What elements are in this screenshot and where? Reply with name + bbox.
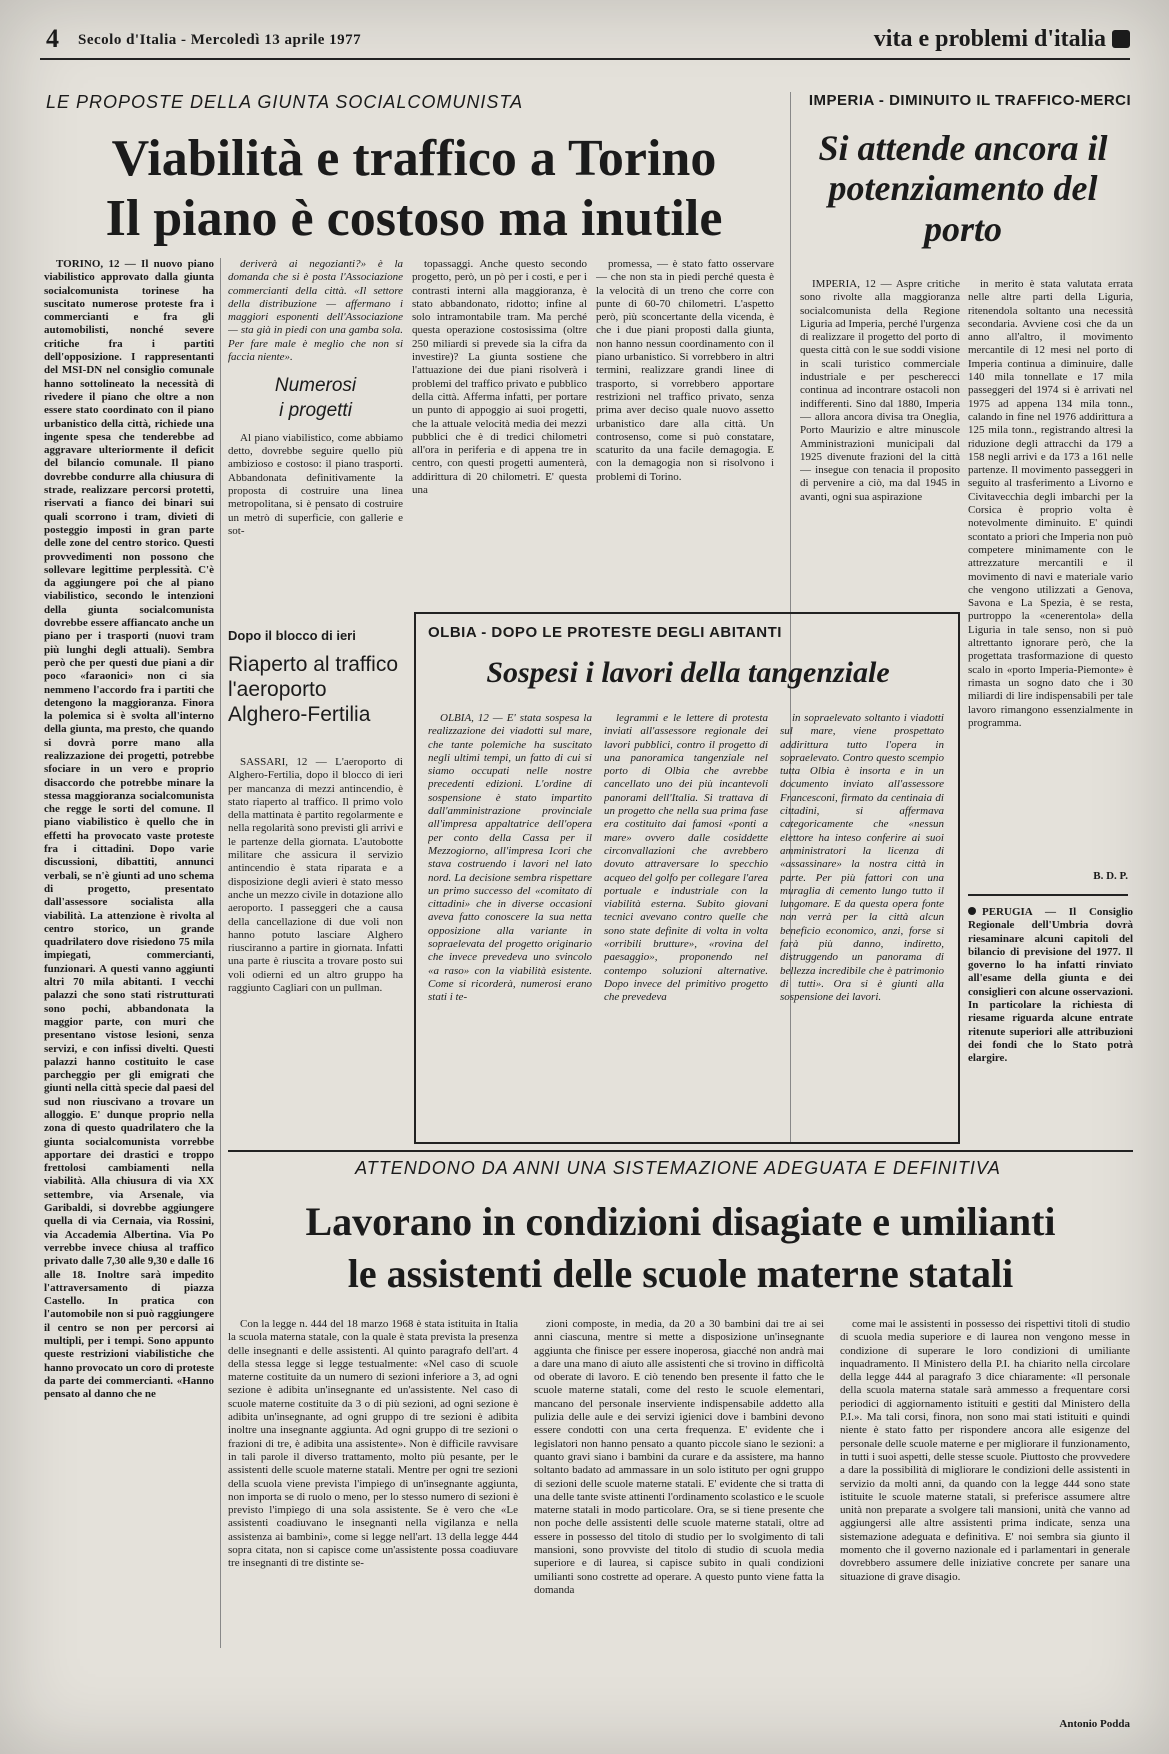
perugia-text: PERUGIA — Il Consiglio Regionale dell'Umbria dovrà riesaminare alcuni capitoli del bilancio di previsione del 1977. Il governo lo ha infatti rinviato all'esame della giunta e dei consiglieri con alcune osservazioni. In particolare la richiesta di riesame riguarda alcune entrate ritenute superiori alle attribuzioni dei fondi che lo Stato potrà elargire.	[968, 906, 1133, 1065]
alghero-headline: Riaperto al traffico l'aeroporto Alghero-Fertilia	[228, 653, 399, 727]
olbia-column-3	[780, 712, 944, 1132]
imperia-col1-text: IMPERIA, 12 — Aspre critiche sono rivolte alla maggioranza socialcomunista della Regione Liguria ad Imperia, perché l'urgenza di realizzare il progetto del porto di questa città con le sue soddi visione in scali turistico commerciale industriale e per pescherecci continua ad incontrare ostacoli non indifferenti. Sino dal 1880, Imperia — allora ancora divisa tra Oneglia, Porto Maurizio e altre minuscole Amministrazioni municipali dal 1925 divenute frazioni del la città — insegue con tenacia il proposito di pervenire a ciò, ma dal 1945 in avanti, ogni sua aspirazione	[800, 278, 960, 503]
torino-col4-text: promessa, — è stato fatto osservare — che non sta in piedi perché questa è la velocità di un treno che corre con punte di 60-70 chilometri. L'aspetto però, più sconcertante della vicenda, è che i due piani proposti dalla giunta, non hanno nessun coordinamento con il piano urbanistico. Si vorrebbero in altri termini, realizzare grandi linee di trasporto, si vorrebbero apportare restrizioni nel traffico privato, senza prima aver deciso quale nuovo assetto urbanistico dare alla città. Un controsenso, come si può constatare, scaturito da una facile demagogia. E con la demagogia non si risolvono i problemi di Torino.	[596, 258, 774, 483]
torino-kicker: LE PROPOSTE DELLA GIUNTA SOCIALCOMUNISTA	[46, 92, 524, 112]
scuole-headline-2: le assistenti delle scuole materne statali	[347, 1251, 1014, 1296]
torino-col3-text: topassaggi. Anche questo secondo progetto, però, un pò per i costi, e per i contrasti interni alla maggioranza, è stato abbandonato, ridotto; infine al solo intramontabile tram. Ma perché questa operazione costosissima (oltre 250 miliardi si prevede sia la cifra da investire)? La giunta sostiene che l'attuazione dei due piani risolverà i problemi del traffico privato e pubblico della città. Afferma infatti, per portare un punto di appoggio ai suoi progetti, che la attuale velocità media dei mezzi pubblici che è di tredici chilometri all'ora in periferia e di appena tre in centro, con questi progetti aumenterà, addirittura di 20 chilometri. E' questa una	[412, 258, 587, 497]
paper-date-line: Secolo d'Italia - Mercoledì 13 aprile 1977	[78, 32, 362, 48]
imperia-signature: B. D. P.	[1093, 870, 1128, 882]
torino-col2-text: Al piano viabilistico, come abbiamo detto, dovrebbe seguire quello più ambizioso e costoso: il piano trasporti. Abbandonata definitivamente la proposta di costruire una linea metropolitana, si è pensato di costruire un metrò di superficie, con gallerie e sot-	[228, 431, 403, 537]
torino-column-4	[596, 258, 774, 588]
torino-col2-quote: deriverà ai negozianti?» è la domanda che si è posta l'Associazione commercianti della città. «Il settore della distribuzione — affermano i maggiori esponenti dell'Associazione — sta già in piedi con una gamba sola. Per fare male è meglio che non si faccia niente».	[228, 258, 403, 364]
brief-rule	[968, 894, 1128, 896]
torino-subhead	[228, 374, 403, 423]
torino-subhead-line-1: Numerosi	[274, 375, 357, 397]
torino-column-1	[44, 258, 214, 1648]
section-divider	[228, 1150, 1133, 1152]
scuole-column-1	[228, 1318, 518, 1733]
page-number: 4	[46, 24, 59, 53]
olbia-col3-text: in sopraelevato soltanto i viadotti sul mare, viene prospettato addirittura tutto l'opera in sopraelevato. Contro questo scempio tutta Olbia è insorta e in un documento inviato all'assessore Francesconi, firmato da centinaia di cittadini, si affermava categoricamente che «nessun elettore ha inteso conferire ai suoi amministratori la licenza di «assassinare» la nostra città in parte. Per più fattori con una muraglia di cemento lungo tutto il lungomare. E da questa opera fonte non verrà per la città alcun beneficio economico, anzi, forse si farà più danno, indiretto, distruggendo un panorama di bellezza incredibile che è patrimonio di tutti». Ora si è giunti alla sospensione dei lavori.	[780, 712, 944, 1004]
scuole-headline-1: Lavorano in condizioni disagiate e umilianti	[305, 1199, 1056, 1244]
scuole-kicker: ATTENDONO DA ANNI UNA SISTEMAZIONE ADEGUATA E DEFINITIVA	[355, 1158, 1001, 1178]
olbia-column-2	[604, 712, 768, 1132]
section-logo-icon	[1112, 30, 1130, 48]
scuole-column-3	[840, 1318, 1130, 1713]
section-title: vita e problemi d'italia	[873, 26, 1106, 52]
alghero-text-body: SASSARI, 12 — L'aeroporto di Alghero-Fertilia, dopo il blocco di ieri per mancanza di mezzi antincendio, è stato riaperto al traffico. Il primo volo della mattinata è partito regolarmente e nella regolarità sono previsti gli arrivi e le partenze della giornata. L'autobotte militare che assicura il servizio antincendio è stata riparata e a disposizione degli avieri è stato messo anche un mezzo civile in dotazione allo aeroporto. I passeggeri che a causa della cancellazione di due voli non hanno potuto lasciare Alghero riusciranno a partire in giornata. Infatti una parte è riuscita a trovare posto sui voli odierni ed un altro gruppo ha raggiunto Cagliari con un pullman.	[228, 756, 403, 995]
scuole-col2-text: zioni composte, in media, da 20 a 30 bambini dai tre ai sei anni ciascuna, mentre si mette a disposizione un'insegnante aggiunta che finisce per essere inoperosa, giacché non andrà mai a dare una mano di aiuto alle assistenti che si trovino in difficoltà od oberate di lavoro. E ciò tenendo ben presente il fatto che le scuole materne statali, come del resto le scuole elementari, mancano del personale inserviente indispensabile addetto alla pulizia delle aule e dei servizi igienici dove i bambini devono essere condotti con una certa frequenza. E' evidente che i legislatori non hanno pensato a quanto piccole siano le sezioni: a quanto gravi siano i bambini da curare e da assistere, ma hanno soltanto badato ad ammassare in un solo istituto per ogni gruppo di sezioni delle scuole materne statali. E' evidente che si tratta di una delle tante sviste attinenti l'ordinamento scolastico e le scuole materne statali in modo particolare. Ora, se si tiene presente che non poche delle assistenti delle scuole materne statali, oltre ad essere in possesso del titolo di studio per lo svolgimento di tali mansioni, sono provviste del titolo di studio di scuola media superiore e di laurea, si capisce subito in quali condizioni umilianti sono costrette ad operare. A questo punto viene fatta la domanda	[534, 1318, 824, 1596]
scuole-signature: Antonio Podda	[1059, 1718, 1130, 1730]
scuole-col1-text: Con la legge n. 444 del 18 marzo 1968 è stata istituita in Italia la scuola materna statale, con la quale è stata prevista la presenza delle insegnanti e delle assistenti. Al quinto paragrafo dell'art. 4 della stessa legge si legge testualmente: «Nel caso di scuole materne costituite da un numero di sezioni inferiore a 3, ad ogni sezione è adibita un'insegnante ed un'assistente. Nel caso di scuole materne costituite da 3 o di più sezioni, ad ogni sezione è adibita un'insegnante, ad ogni gruppo di tre sezioni è adibita inoltre una insegnante aggiunta. Ad ogni gruppo di tre sezioni o frazioni di tre, è adibita una assistente». Non è difficile ravvisare in tali parole il diverso trattamento, molto più pesante, per le assistenti delle scuole materne statali. Mentre per ogni tre sezioni della scuola viene prevista l'impiego di un'insegnante aggiunta, non importa se di ruolo o meno, per lo stesso numero di sezioni è previsto l'impiego di una sola assistente. Se è vero che «Le assistenti coadiuvano le insegnanti nella vigilanza e nella assistenza ai bambini», come si legge nell'art. 13 della legge 444 sopra citata, non si capisce come un'assistente possa coadiuvare tre insegnanti di tre distinte se-	[228, 1318, 518, 1570]
scuole-col3-text: come mai le assistenti in possesso dei rispettivi titoli di studio di scuola media superiore e di laurea non vengono messe in condizione di superare le loro condizioni di umiliante inquadramento. Il Ministero della P.I. ha chiarito nella circolare della legge 444 al paragrafo 3 dice chiaramente: «Il personale della scuola materna statale sarà ammesso a frequentare corsi periodici di aggiornamento istituiti e gestiti dal Ministero della P.I.». Ma tali corsi, finora, non sono mai stati istituiti e quindi niente è stato fatto per rispondere ancora alle esigenze del personale delle scuole materne e per migliorare il funzionamento, in tutti i suoi aspetti, delle stesse scuole. Piuttosto che provvedere a dare la possibilità di migliorare le condizioni delle assistenti in servizio da molti anni, da quando con la legge 444 sono state istituite le scuole materne statali, si preferisce assumere altre unità non preparate a svolgere tali mansioni, unità che vanno ad aggiungersi alle altre assistenti prima indicate, senza una sistemazione adeguata e definitiva. E' noi sembra sia giunto il momento che il governo nazionale ed i parlamentari in generale dovrebbero assumere delle iniziative concrete per sanare una situazione di grave disagio.	[840, 1318, 1130, 1583]
torino-headline-2: Il piano è costoso ma inutile	[105, 190, 723, 247]
perugia-brief	[968, 906, 1133, 1126]
imperia-headline: Si attende ancora il potenziamento del porto	[818, 128, 1108, 249]
imperia-column-2	[968, 278, 1133, 868]
torino-col1-text: TORINO, 12 — Il nuovo piano viabilistico approvato dalla giunta socialcomunista torinese ha suscitato numerose proteste fra i commercianti e fra gli automobilisti, nonché severe critiche fra i partiti dell'opposizione. I rappresentanti del MSI-DN nel consiglio comunale hanno sottolineato la necessità di rivedere il piano che oltre a non essere stato coordinato con il piano urbanistico della città, richiede una ingente spesa che tenderebbe ad aggravare ulteriormente il deficit del bilancio comunale. Il piano dovrebbe condurre alla chiusura di strade, realizzare percorsi protetti, riservati a fianco dei binari sui quali scorrono i tram, divieti di posteggio imposti in gran parte delle zone del centro storico. Questi provvedimenti non possono che sollevare legittime perplessità. C'è da aggiungere poi che al piano viabilistico, secondo le intenzioni della giunta socialcomunista dovrebbe essere affiancato anche un piano per i trasporti (nuovi tram più lunghi degli attuali). Sembra però che per questi due piani a dir poco «faraonici» non ci sia nemmeno l'accordo fra i partiti che detengono la maggioranza. Finora la polemica si è svolta all'interno della giunta, ma presto, che quando si dovrà porre mano alla realizzazione dei progetti, potrebbe sfociare in un vero e proprio disaccordo che potrebbe minare la stessa maggioranza socialcomunista che regge le sorti del comune. Il piano viabilistico è quello che in effetti ha provocato vaste proteste fra i cittadini. Dopo varie discussioni, dibattiti, annunci verbali, se n'è giunti ad uno schema di progetto, presentato dall'assessore socialista alla viabilità. La attenzione è rivolta al centro storico, un grande quadrilatero dove risiedono 75 mila impiegati, commercianti, funzionari. A questi vanno aggiunti altri 70 mila abitanti. I vecchi palazzi che sono stati ristrutturati sono pochi, abbandonata la maggior parte, con muri che presentano vistose lesioni, senza servizi, e con infissi divelti. Questi palazzi hanno costituito le case parcheggio per gli emigrati che giunti nella città specie dal paesi del sud non riuscivano a trovare un alloggio. E' dunque proprio nella zona di questo quadrilatero che la giunta socialcomunista vorrebbe apportare dei drastici e troppo frettolosi cambiamenti nella viabilità. Alla chiusura di via XX settembre, via Arsenale, via Garibaldi, si dovrebbe aggiungere quella di via Cernaia, via Rossini, via Accademia Albertina. Via Po verrebbe invece chiusa al traffico privato dalle 7,30 alle 9,30 e dalle 16 alle 18. Inoltre sarà impedito l'attraversamento di piazza Castello. In pratica con l'automobile non si può raggiungere il centro se non per percorsi ai multipli, per i tempi. Sono appunto queste restrizioni viabilistiche che hanno provocato un coro di proteste da parte dei commercianti. «Hanno pensato al danno che ne	[44, 258, 214, 1401]
olbia-col2-text: legrammi e le lettere di protesta inviati all'assessore regionale dei lavori pubblici, contro il progetto di una panoramica tangenziale nel porto di Olbia che avrebbe cancellato uno dei più incantevoli panorami dell'Italia. Si trattava di un progetto che nella sua prima fase era costituito dai famosi «ponti a mare» ovvero dalle cosiddette circonvallazioni che avrebbero dovuto attraversare lo specchio acqueo del golfo per collegare l'area portuale e industriale con la viabilità esterna. Subito giovani tecnici avevano contro quelle che sono state definite di volta in volta «orribili brutture», «rovina del paesaggio», proponendo nel contempo soluzioni alternative. Dopo invece del primitivo progetto che prevedeva	[604, 712, 768, 1004]
scuole-column-2	[534, 1318, 824, 1733]
torino-column-2	[228, 258, 403, 588]
olbia-kicker: OLBIA - DOPO LE PROTESTE DEGLI ABITANTI	[428, 624, 782, 641]
column-rule	[220, 600, 221, 1140]
alghero-kicker: Dopo il blocco di ieri	[228, 628, 356, 643]
torino-subhead-line-2: i progetti	[279, 400, 352, 422]
imperia-col2-text: in merito è stata valutata errata nelle altre parti della Liguria, ritenendola soltanto una necessità secondaria. Avviene così che da un anno all'altro, il movimento mercantile di 12 mesi nel porto di Imperia continua a diminuire, dalle 140 mila tonnellate e 17 mila passeggeri del 1974 si è arrivati nel 1975 ad appena 134 mila tonn., calando in fine nel 1976 addirittura a 125 mila tonn., registrando altresì la riduzione degli attracchi da 179 a 158 negli arrivi e da 173 a 161 nelle partenze. Il movimento passeggeri in seguito al trasferimento a Livorno e Civitavecchia degli imbarchi per la Corsica è proprio volta è notevolmente diminuito. E' quindi scontato a priori che Imperia non può competere minimamente con le attrezzature mercantili e il movimento di navi e materiale vario che vengono utilizzati a Genova, Savona e La Spezia, è se resta, purtroppo la «cenerentola» della Liguria in tale senso, non si può altrettanto ignorare però, che la progettata trasformazione di questo scalo in «porto Imperia-Piemonte» è rimasta un sogno dato che i 30 miliardi di lire indispensabili per tale lavoro rimangono essenzialmente in programma.	[968, 278, 1133, 729]
bullet-icon	[968, 907, 976, 915]
imperia-column-1	[800, 278, 960, 598]
imperia-kicker: IMPERIA - DIMINUITO IL TRAFFICO-MERCI	[808, 92, 1132, 109]
olbia-headline: Sospesi i lavori della tangenziale	[486, 656, 890, 689]
masthead	[40, 18, 1130, 60]
torino-column-3	[412, 258, 587, 588]
olbia-col1-text: OLBIA, 12 — E' stata sospesa la realizzazione dei viadotti sul mare, che tante polemiche ha suscitato negli ultimi tempi, un fatto di cui si siamo occupati nelle nostre precedenti edizioni. L'ordine di sospensione è stato impartito dall'amministrazione provinciale all'impresa appaltatrice dell'opera per conto della Cassa per il Mezzogiorno, all'impresa Icori che stava costruendo i lavori nel lato nord. La decisione sembra rispettare un primo successo del «comitato di cittadini» che in diverse occasioni aveva fatto conoscere la sua netta opposizione alla variante in sopraelevata del progetto originario che invece prevedeva uno svincolo «a raso» con la viabilità esistente. Come si ricorderà, numerosi erano stati i te-	[428, 712, 592, 1004]
olbia-column-1	[428, 712, 592, 1132]
torino-headline-1: Viabilità e traffico a Torino	[111, 130, 717, 187]
alghero-text	[228, 756, 403, 1136]
